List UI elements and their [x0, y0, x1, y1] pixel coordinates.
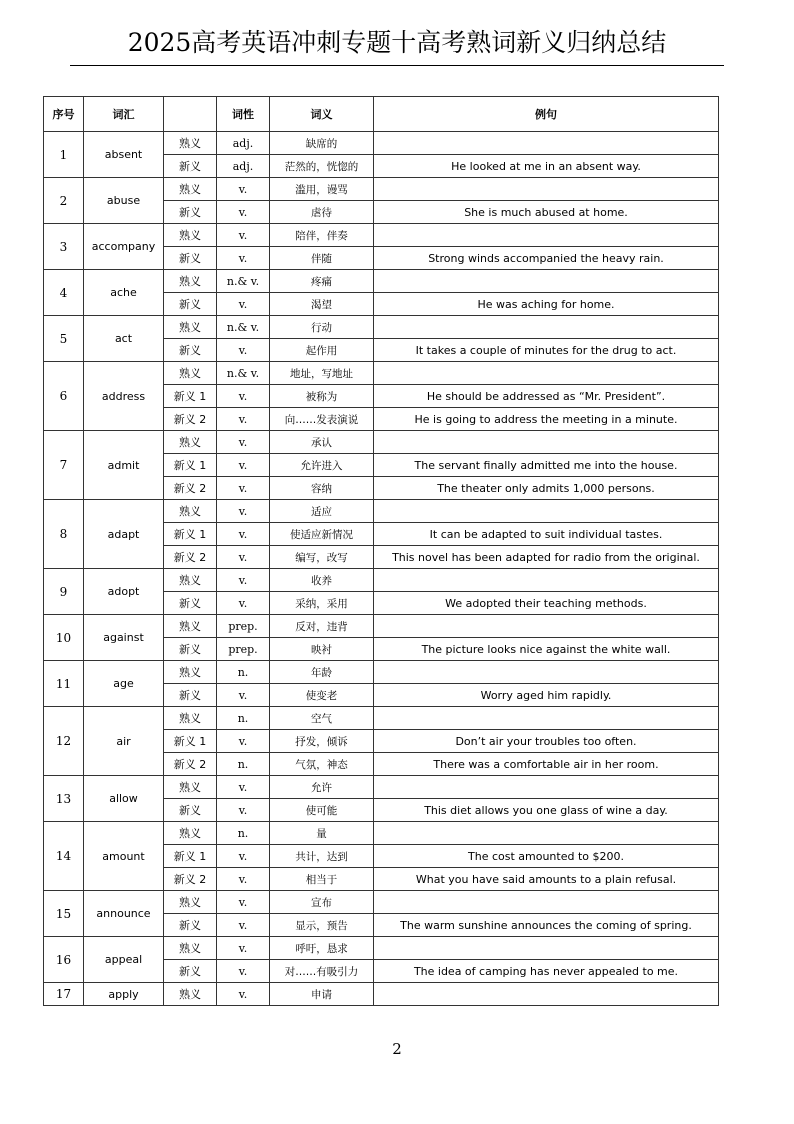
sense-type: 新义: [164, 914, 217, 937]
table-row: [44, 362, 719, 385]
part-of-speech: v.: [217, 201, 270, 224]
table-row: [44, 707, 719, 730]
entry-word: accompany: [84, 224, 164, 270]
meaning-cell: 茫然的，恍惚的: [270, 155, 374, 178]
example-sentence: There was a comfortable air in her room.: [374, 753, 719, 776]
meaning-cell: 承认: [270, 431, 374, 454]
sense-type: 熟义: [164, 569, 217, 592]
sense-type: 新义 2: [164, 477, 217, 500]
entry-number: 2: [44, 178, 84, 224]
example-sentence: [374, 776, 719, 799]
example-sentence: The idea of camping has never appealed to me.: [374, 960, 719, 983]
meaning-cell: 量: [270, 822, 374, 845]
part-of-speech: v.: [217, 477, 270, 500]
sense-type: 熟义: [164, 983, 217, 1006]
sense-type: 熟义: [164, 362, 217, 385]
part-of-speech: n.: [217, 661, 270, 684]
sense-type: 新义: [164, 638, 217, 661]
sense-type: 熟义: [164, 270, 217, 293]
example-sentence: What you have said amounts to a plain refusal.: [374, 868, 719, 891]
part-of-speech: v.: [217, 178, 270, 201]
sense-type: 熟义: [164, 615, 217, 638]
part-of-speech: v.: [217, 684, 270, 707]
example-sentence: [374, 822, 719, 845]
table-row: [44, 500, 719, 523]
part-of-speech: v.: [217, 730, 270, 753]
part-of-speech: v.: [217, 776, 270, 799]
example-sentence: [374, 569, 719, 592]
example-sentence: It can be adapted to suit individual tastes.: [374, 523, 719, 546]
header-sense-type: [164, 97, 217, 132]
meaning-cell: 地址，写地址: [270, 362, 374, 385]
entry-number: 8: [44, 500, 84, 569]
entry-number: 3: [44, 224, 84, 270]
example-sentence: [374, 661, 719, 684]
meaning-cell: 呼吁，恳求: [270, 937, 374, 960]
page-number: 2: [392, 1040, 402, 1058]
table-row: [44, 661, 719, 684]
sense-type: 新义: [164, 155, 217, 178]
entry-number: 13: [44, 776, 84, 822]
example-sentence: [374, 224, 719, 247]
meaning-cell: 虐待: [270, 201, 374, 224]
entry-number: 16: [44, 937, 84, 983]
part-of-speech: v.: [217, 891, 270, 914]
meaning-cell: 共计，达到: [270, 845, 374, 868]
meaning-cell: 允许: [270, 776, 374, 799]
part-of-speech: prep.: [217, 638, 270, 661]
table-row: [44, 132, 719, 155]
part-of-speech: v.: [217, 799, 270, 822]
example-sentence: [374, 270, 719, 293]
example-sentence: He looked at me in an absent way.: [374, 155, 719, 178]
example-sentence: The cost amounted to $200.: [374, 845, 719, 868]
part-of-speech: v.: [217, 523, 270, 546]
sense-type: 熟义: [164, 822, 217, 845]
header-word: 词汇: [84, 97, 164, 132]
sense-type: 新义 2: [164, 868, 217, 891]
part-of-speech: v.: [217, 500, 270, 523]
example-sentence: Strong winds accompanied the heavy rain.: [374, 247, 719, 270]
entry-number: 10: [44, 615, 84, 661]
entry-number: 17: [44, 983, 84, 1006]
sense-type: 熟义: [164, 316, 217, 339]
example-sentence: [374, 500, 719, 523]
example-sentence: [374, 615, 719, 638]
sense-type: 新义: [164, 201, 217, 224]
meaning-cell: 滥用，谩骂: [270, 178, 374, 201]
part-of-speech: v.: [217, 546, 270, 569]
table-header-row: [44, 97, 719, 132]
table-row: [44, 615, 719, 638]
sense-type: 熟义: [164, 661, 217, 684]
sense-type: 熟义: [164, 937, 217, 960]
part-of-speech: n.& v.: [217, 270, 270, 293]
part-of-speech: v.: [217, 845, 270, 868]
meaning-cell: 允许进入: [270, 454, 374, 477]
example-sentence: He should be addressed as “Mr. President”.: [374, 385, 719, 408]
example-sentence: Worry aged him rapidly.: [374, 684, 719, 707]
part-of-speech: v.: [217, 293, 270, 316]
table-row: [44, 431, 719, 454]
sense-type: 新义: [164, 339, 217, 362]
example-sentence: [374, 362, 719, 385]
part-of-speech: v.: [217, 454, 270, 477]
entry-word: adapt: [84, 500, 164, 569]
entry-word: announce: [84, 891, 164, 937]
meaning-cell: 反对，违背: [270, 615, 374, 638]
sense-type: 新义 2: [164, 546, 217, 569]
table-row: [44, 224, 719, 247]
entry-word: allow: [84, 776, 164, 822]
example-sentence: Don’t air your troubles too often.: [374, 730, 719, 753]
header-number: 序号: [44, 97, 84, 132]
example-sentence: It takes a couple of minutes for the drug to act.: [374, 339, 719, 362]
meaning-cell: 编写，改写: [270, 546, 374, 569]
page-title: 2025高考英语冲刺专题十高考熟词新义归纳总结: [127, 28, 667, 57]
entry-number: 1: [44, 132, 84, 178]
part-of-speech: v.: [217, 339, 270, 362]
meaning-cell: 行动: [270, 316, 374, 339]
title-underline: [70, 65, 724, 66]
entry-word: address: [84, 362, 164, 431]
entry-number: 4: [44, 270, 84, 316]
sense-type: 熟义: [164, 776, 217, 799]
table-row: [44, 270, 719, 293]
entry-word: air: [84, 707, 164, 776]
entry-number: 6: [44, 362, 84, 431]
example-sentence: The warm sunshine announces the coming of spring.: [374, 914, 719, 937]
entry-number: 5: [44, 316, 84, 362]
example-sentence: The theater only admits 1,000 persons.: [374, 477, 719, 500]
sense-type: 新义 1: [164, 730, 217, 753]
entry-number: 7: [44, 431, 84, 500]
example-sentence: [374, 937, 719, 960]
sense-type: 新义: [164, 293, 217, 316]
sense-type: 新义: [164, 684, 217, 707]
meaning-cell: 渴望: [270, 293, 374, 316]
meaning-cell: 气氛，神态: [270, 753, 374, 776]
sense-type: 新义 1: [164, 385, 217, 408]
part-of-speech: adj.: [217, 132, 270, 155]
meaning-cell: 采纳，采用: [270, 592, 374, 615]
vocabulary-table: [43, 96, 719, 1006]
meaning-cell: 显示，预告: [270, 914, 374, 937]
part-of-speech: n.& v.: [217, 362, 270, 385]
meaning-cell: 相当于: [270, 868, 374, 891]
sense-type: 熟义: [164, 891, 217, 914]
entry-word: against: [84, 615, 164, 661]
entry-number: 11: [44, 661, 84, 707]
part-of-speech: v.: [217, 247, 270, 270]
entry-word: apply: [84, 983, 164, 1006]
meaning-cell: 适应: [270, 500, 374, 523]
table-row: [44, 776, 719, 799]
entry-word: ache: [84, 270, 164, 316]
sense-type: 新义 2: [164, 753, 217, 776]
entry-word: act: [84, 316, 164, 362]
part-of-speech: v.: [217, 937, 270, 960]
part-of-speech: v.: [217, 408, 270, 431]
example-sentence: The servant finally admitted me into the house.: [374, 454, 719, 477]
part-of-speech: n.: [217, 822, 270, 845]
sense-type: 新义: [164, 799, 217, 822]
meaning-cell: 缺席的: [270, 132, 374, 155]
meaning-cell: 向……发表演说: [270, 408, 374, 431]
example-sentence: [374, 431, 719, 454]
entry-word: appeal: [84, 937, 164, 983]
table-row: [44, 316, 719, 339]
meaning-cell: 容纳: [270, 477, 374, 500]
example-sentence: [374, 178, 719, 201]
meaning-cell: 使变老: [270, 684, 374, 707]
example-sentence: [374, 983, 719, 1006]
sense-type: 熟义: [164, 178, 217, 201]
table-row: [44, 822, 719, 845]
table-row: [44, 891, 719, 914]
table-row: [44, 937, 719, 960]
meaning-cell: 起作用: [270, 339, 374, 362]
table-row: [44, 569, 719, 592]
meaning-cell: 对……有吸引力: [270, 960, 374, 983]
meaning-cell: 抒发，倾诉: [270, 730, 374, 753]
meaning-cell: 疼痛: [270, 270, 374, 293]
part-of-speech: v.: [217, 592, 270, 615]
example-sentence: He was aching for home.: [374, 293, 719, 316]
meaning-cell: 空气: [270, 707, 374, 730]
sense-type: 熟义: [164, 431, 217, 454]
entry-word: absent: [84, 132, 164, 178]
entry-number: 9: [44, 569, 84, 615]
entry-word: admit: [84, 431, 164, 500]
table-row: [44, 178, 719, 201]
header-part-of-speech: 词性: [217, 97, 270, 132]
example-sentence: [374, 316, 719, 339]
part-of-speech: v.: [217, 569, 270, 592]
example-sentence: The picture looks nice against the white wall.: [374, 638, 719, 661]
sense-type: 熟义: [164, 707, 217, 730]
entry-number: 14: [44, 822, 84, 891]
meaning-cell: 年龄: [270, 661, 374, 684]
sense-type: 新义 1: [164, 523, 217, 546]
example-sentence: We adopted their teaching methods.: [374, 592, 719, 615]
sense-type: 新义 2: [164, 408, 217, 431]
example-sentence: This diet allows you one glass of wine a day.: [374, 799, 719, 822]
sense-type: 新义: [164, 960, 217, 983]
sense-type: 熟义: [164, 500, 217, 523]
entry-number: 15: [44, 891, 84, 937]
meaning-cell: 陪伴，伴奏: [270, 224, 374, 247]
entry-word: adopt: [84, 569, 164, 615]
meaning-cell: 使适应新情况: [270, 523, 374, 546]
meaning-cell: 伴随: [270, 247, 374, 270]
example-sentence: [374, 132, 719, 155]
meaning-cell: 收养: [270, 569, 374, 592]
header-meaning: 词义: [270, 97, 374, 132]
sense-type: 熟义: [164, 224, 217, 247]
sense-type: 新义: [164, 247, 217, 270]
sense-type: 新义 1: [164, 454, 217, 477]
sense-type: 新义 1: [164, 845, 217, 868]
sense-type: 熟义: [164, 132, 217, 155]
meaning-cell: 映衬: [270, 638, 374, 661]
example-sentence: [374, 707, 719, 730]
meaning-cell: 使可能: [270, 799, 374, 822]
entry-word: abuse: [84, 178, 164, 224]
part-of-speech: adj.: [217, 155, 270, 178]
part-of-speech: v.: [217, 868, 270, 891]
part-of-speech: v.: [217, 983, 270, 1006]
meaning-cell: 被称为: [270, 385, 374, 408]
example-sentence: He is going to address the meeting in a minute.: [374, 408, 719, 431]
part-of-speech: n.& v.: [217, 316, 270, 339]
sense-type: 新义: [164, 592, 217, 615]
part-of-speech: v.: [217, 431, 270, 454]
part-of-speech: v.: [217, 960, 270, 983]
part-of-speech: v.: [217, 914, 270, 937]
part-of-speech: v.: [217, 385, 270, 408]
entry-number: 12: [44, 707, 84, 776]
part-of-speech: n.: [217, 753, 270, 776]
table-row: [44, 983, 719, 1006]
entry-word: amount: [84, 822, 164, 891]
part-of-speech: v.: [217, 224, 270, 247]
meaning-cell: 申请: [270, 983, 374, 1006]
part-of-speech: prep.: [217, 615, 270, 638]
example-sentence: She is much abused at home.: [374, 201, 719, 224]
meaning-cell: 宣布: [270, 891, 374, 914]
part-of-speech: n.: [217, 707, 270, 730]
entry-word: age: [84, 661, 164, 707]
example-sentence: [374, 891, 719, 914]
header-example: 例句: [374, 97, 719, 132]
example-sentence: This novel has been adapted for radio from the original.: [374, 546, 719, 569]
